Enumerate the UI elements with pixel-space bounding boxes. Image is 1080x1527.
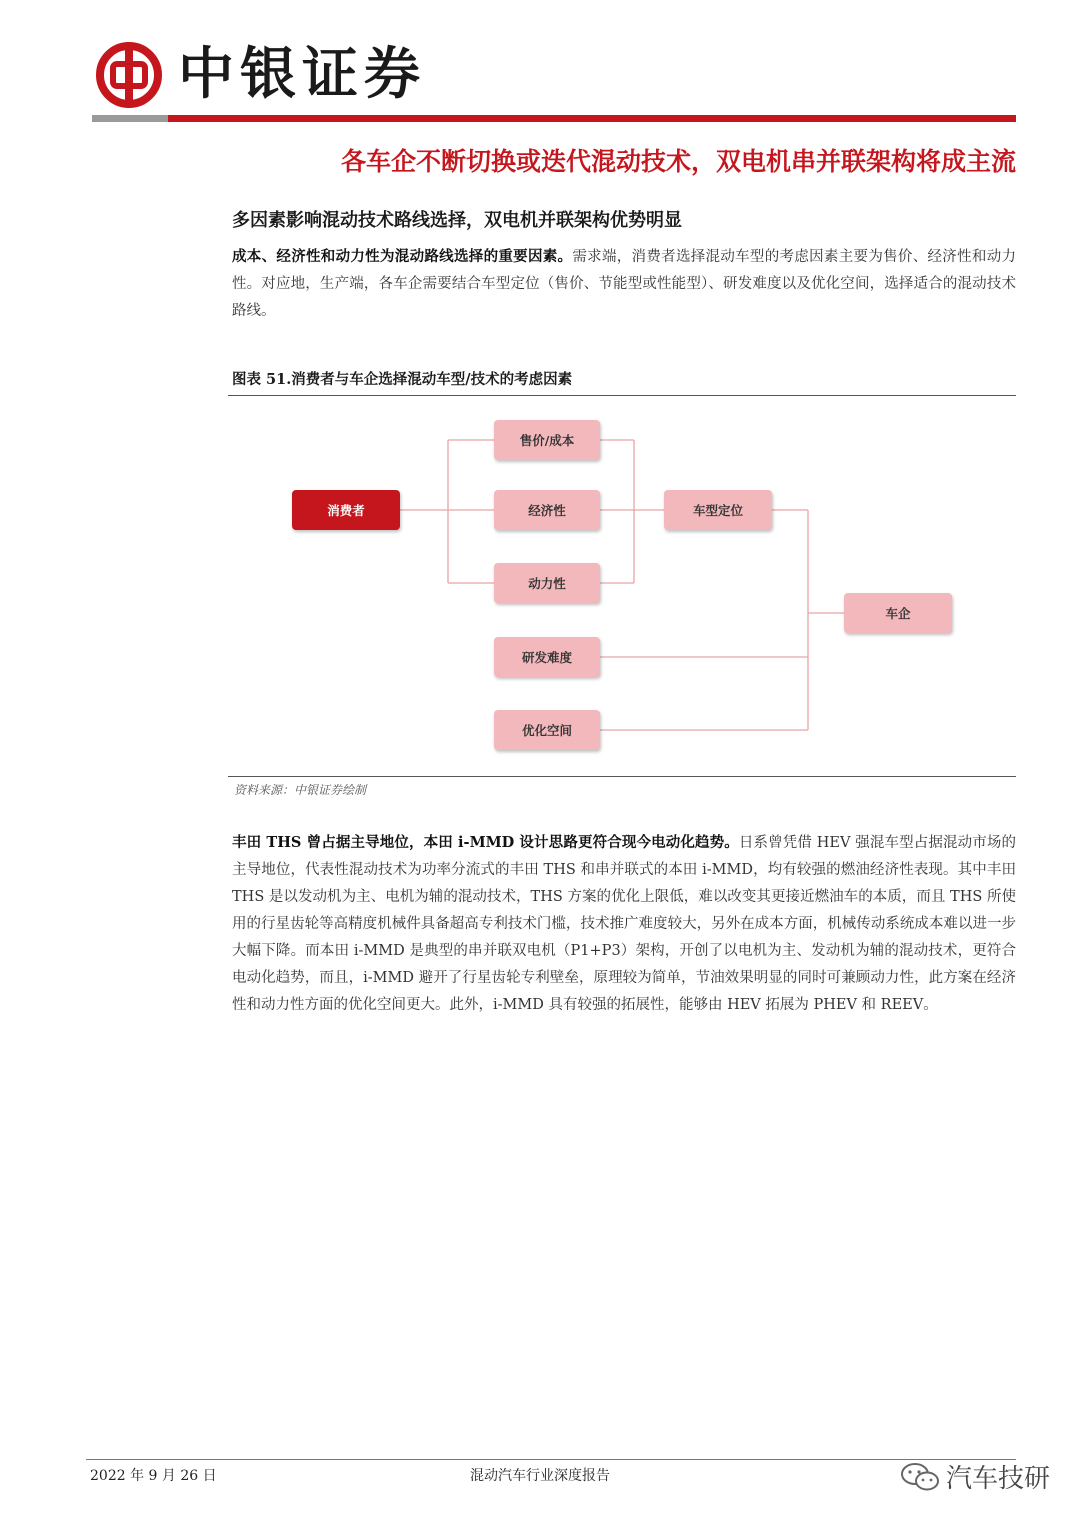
node-price-cost: 售价/成本: [494, 420, 600, 460]
paragraph-1: [232, 243, 1016, 325]
node-vehicle-positioning: 车型定位: [664, 490, 772, 530]
watermark: [900, 1458, 1050, 1495]
footer-rule: [86, 1459, 1016, 1460]
node-optimization-space: 优化空间: [494, 710, 600, 750]
wechat-icon: [900, 1460, 940, 1494]
node-economy: 经济性: [494, 490, 600, 530]
footer-date: 2022 年 9 月 26 日: [90, 1468, 217, 1484]
figure-rule-bottom: [228, 776, 1016, 777]
watermark-text: 汽车技研: [946, 1464, 1051, 1494]
footer-report-name: 混动汽车行业深度报告: [470, 1468, 610, 1484]
bank-of-china-logo: [96, 42, 162, 108]
paragraph-2-body: 日系曾凭借 HEV 强混车型占据混动市场的主导地位，代表性混动技术为功率分流式的丰田 THS 和串并联式的本田 i-MMD，均有较强的燃油经济性表现。其中丰田 THS 是以发动机为主、电机为辅的混动技术，THS 方案的优化上限低，难以改变其更接近燃油车的本质，而且 THS 所使用的行星齿轮等高精度机械件具备超高专利技术门槛，技术推广难度较大，另外在成本方面，机械传动系统成本难以进一步大幅下降。而本田 i-MMD 是典型的串并联双电机（P1+P3）架构，开创了以电机为主、发动机为辅的混动技术，更符合电动化趋势，而且，i-MMD 避开了行星齿轮专利壁垒，原理较为简单，节油效果明显的同时可兼顾动力性，此方案在经济性和动力性方面的优化空间更大。此外，i-MMD 具有较强的拓展性，能够由 HEV 拓展为 PHEV 和 REEV。: [232, 835, 1016, 1013]
node-oem: 车企: [844, 593, 952, 633]
figure-title: 图表 51.消费者与车企选择混动车型/技术的考虑因素: [232, 371, 573, 388]
brand-name: 中银证券: [178, 41, 426, 107]
paragraph-2-lead: 丰田 THS 曾占据主导地位，本田 i-MMD 设计思路更符合现今电动化趋势。: [232, 834, 739, 851]
header-rule-gray: [92, 115, 168, 122]
node-consumer: 消费者: [292, 490, 400, 530]
paragraph-1-body: 需求端，消费者选择混动车型的考虑因素主要为售价、经济性和动力性。对应地，生产端，各车企需要结合车型定位（售价、节能型或性能型）、研发难度以及优化空间，选择适合的混动技术路线。: [232, 249, 1017, 319]
section-heading: 多因素影响混动技术路线选择，双电机并联架构优势明显: [232, 210, 682, 231]
figure-source: 资料来源：中银证券绘制: [234, 783, 367, 797]
node-power: 动力性: [494, 563, 600, 603]
page-title: 各车企不断切换或迭代混动技术，双电机串并联架构将成主流: [340, 147, 1016, 176]
figure-rule-top: [228, 395, 1016, 396]
header-rule-red: [168, 115, 1016, 122]
diagram-connectors: [228, 400, 1016, 772]
node-rd-difficulty: 研发难度: [494, 637, 600, 677]
factor-diagram: [228, 400, 1016, 772]
paragraph-2: [232, 829, 1016, 1019]
paragraph-1-lead: 成本、经济性和动力性为混动路线选择的重要因素。: [232, 248, 573, 265]
